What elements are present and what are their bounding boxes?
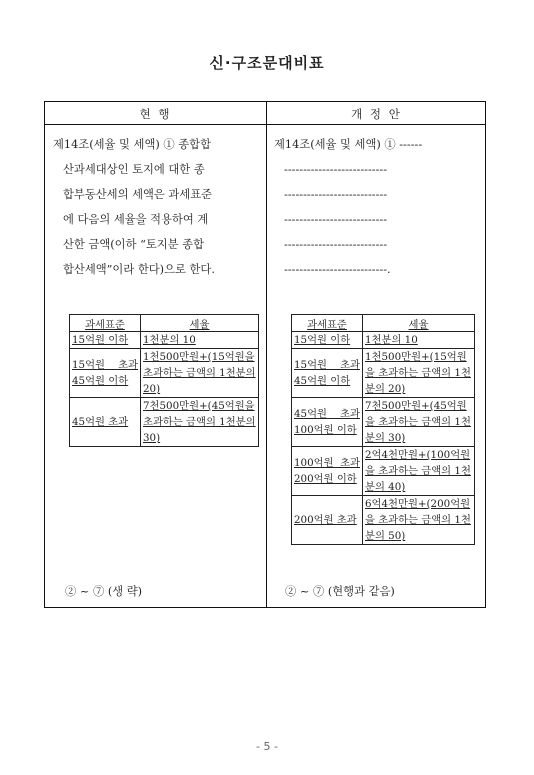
table-row [70,398,259,447]
text-line: 산과세대상인 토지에 대한 종 [63,163,205,176]
rate-header: 세율 [363,315,475,332]
text-line: 합산세액”이라 한다)으로 한다. [63,263,215,276]
tax-base-cell: 15억원 초과 45억원 이하 [70,349,141,398]
revised-rate-table [291,314,475,545]
tax-rate-cell: 1천분의 10 [363,332,475,349]
text-line: --------------------------- [284,163,388,176]
column-divider [266,102,267,607]
tax-base-cell: 15억원 이하 [292,332,363,349]
text-line: 제14조(세율 및 세액) ① 종합합 [53,138,211,151]
base-header: 과세표준 [70,315,141,332]
page-number: - 5 - [256,740,278,753]
text-line: ---------------------------. [284,263,391,276]
base-header: 과세표준 [292,315,363,332]
comparison-table [44,101,486,608]
tax-base-cell: 15억원 초과 45억원 이하 [292,349,363,398]
rate-table-header [292,315,475,332]
revised-footnote: ② ~ ⑦ (현행과 같음) [285,585,395,598]
page-title: 신·구조문대비표 [209,54,325,72]
table-row [70,349,259,398]
revised-column-header: 개 정 안 [351,107,402,121]
text-line: 에 다음의 세율을 적용하여 계 [63,213,209,226]
current-footnote: ② ~ ⑦ (생 략) [65,585,143,598]
text-line: --------------------------- [284,213,388,226]
text-line: --------------------------- [284,188,388,201]
tax-base-cell: 45억원 초과 [70,398,141,447]
tax-rate-cell: 2억4천만원+(100억원을 초과하는 금액의 1천분의 40) [363,447,475,496]
table-row [292,447,475,496]
text-line: 합부동산세의 세액은 과세표준 [63,188,213,201]
tax-rate-cell: 1천500만원+(15억원을 초과하는 금액의 1천분의 20) [141,349,259,398]
table-row [292,398,475,447]
rate-header: 세율 [141,315,259,332]
table-row [292,496,475,545]
table-row [292,332,475,349]
tax-rate-cell: 1천500만원+(15억원을 초과하는 금액의 1천분의 20) [363,349,475,398]
tax-base-cell: 45억원 초과 100억원 이하 [292,398,363,447]
header-divider [45,124,485,125]
revised-article-text [274,132,422,282]
tax-rate-cell: 7천500만원+(45억원을 초과하는 금액의 1천분의 30) [363,398,475,447]
text-line: 산한 금액(이하 “토지분 종합 [63,238,204,251]
tax-base-cell: 200억원 초과 [292,496,363,545]
current-article-text [53,132,215,282]
tax-rate-cell: 6억4천만원+(200억원을 초과하는 금액의 1천분의 50) [363,496,475,545]
text-line: --------------------------- [284,238,388,251]
rate-table-header [70,315,259,332]
current-column-header: 현 행 [139,107,172,121]
current-rate-table [69,314,259,447]
tax-base-cell: 100억원 초과 200억원 이하 [292,447,363,496]
tax-base-cell: 15억원 이하 [70,332,141,349]
table-row [292,349,475,398]
tax-rate-cell: 1천분의 10 [141,332,259,349]
table-row [70,332,259,349]
text-line: 제14조(세율 및 세액) ① ------ [274,138,423,151]
tax-rate-cell: 7천500만원+(45억원을 초과하는 금액의 1천분의 30) [141,398,259,447]
